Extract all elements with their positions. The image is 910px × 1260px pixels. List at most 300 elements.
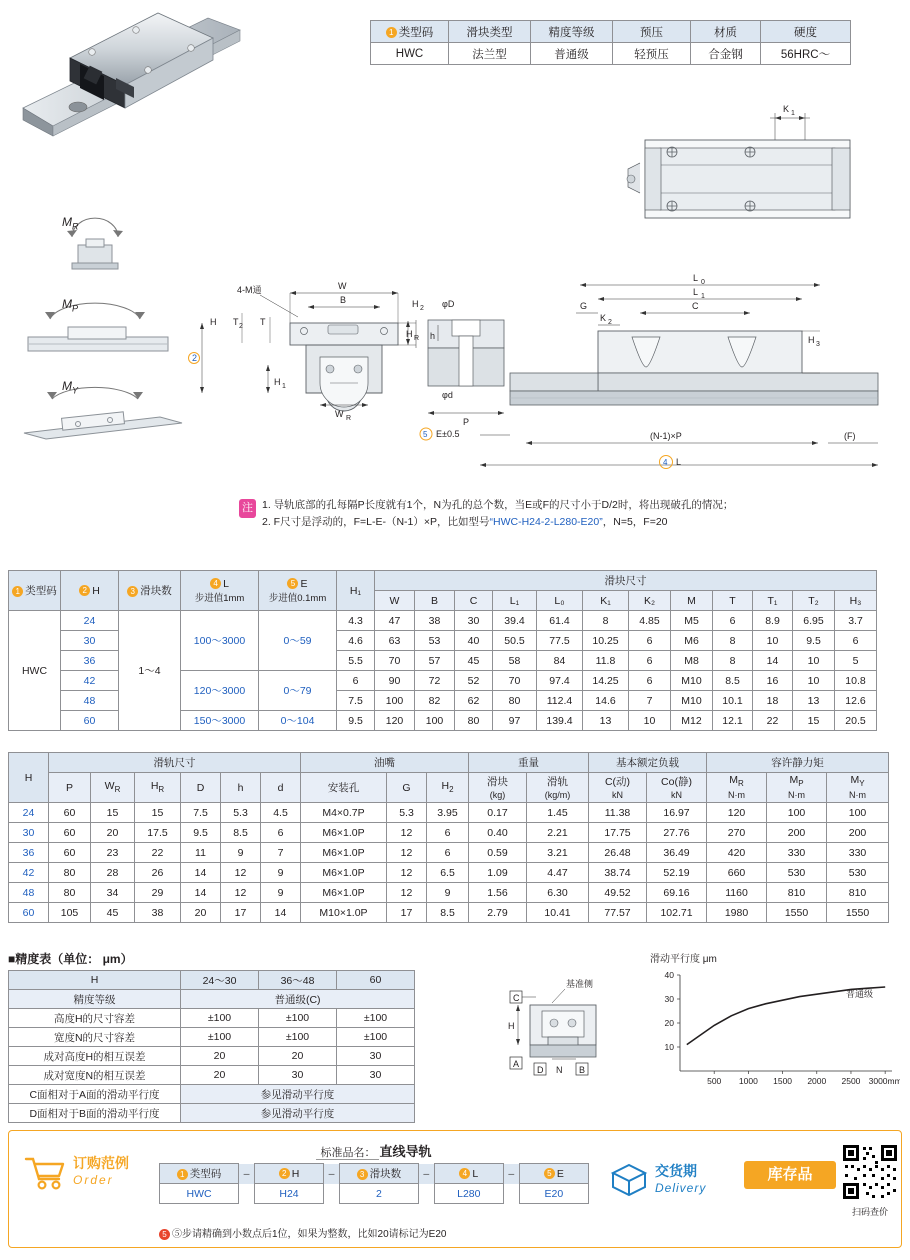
spec-value-grade: 普通级 — [531, 43, 613, 65]
table-row — [9, 971, 415, 990]
cell: 12 — [387, 883, 427, 903]
table-row: 1 类型码 滑块类型 精度等级 预压 材质 硬度 — [371, 21, 851, 43]
note-line-2-post: ，N=5，F=20 — [602, 515, 668, 528]
cell: M10 — [671, 671, 713, 691]
table-row — [9, 1009, 415, 1028]
table-row: 1 类型码 – 2 H – 3 滑块数 – 4 L – 5 E — [160, 1164, 589, 1184]
svg-text:30: 30 — [664, 994, 674, 1004]
spec-value-type: HWC — [371, 43, 449, 65]
spec-summary-table — [370, 20, 851, 65]
acc-grade-value: 普通级(C) — [181, 990, 415, 1009]
cell: 3.21 — [527, 843, 589, 863]
order-title-group — [23, 1153, 143, 1193]
cell: 24 — [9, 803, 49, 823]
dim-value-e: 0～59 — [259, 611, 337, 671]
cell: 3.7 — [835, 611, 877, 631]
note-line-1: 1. 导轨底部的孔每隔P长度就有1个，N为孔的总个数，当E或F的尺寸小于D/2时，将出现破孔的情况； — [262, 499, 734, 511]
dimension-table — [8, 570, 877, 731]
rail-col-mp: $M_P$ N·m — [767, 773, 827, 803]
table-row — [9, 883, 889, 903]
moment-label-m: M — [62, 215, 72, 229]
cell: 7.5 — [181, 803, 221, 823]
cell: 100 — [827, 803, 889, 823]
parallelism-chart — [650, 950, 900, 1095]
order-note-text: ⑤步请精确到小数点后1位，如果为整数，比如20请标记为E20 — [172, 1229, 447, 1240]
table-row — [9, 1085, 415, 1104]
order-field-label: 滑块数 — [369, 1168, 402, 1180]
svg-text:H: H — [412, 299, 419, 309]
cell: 120 — [375, 711, 415, 731]
cell: M10 — [671, 691, 713, 711]
cell: 80 — [49, 883, 91, 903]
cell: ±100 — [259, 1028, 337, 1047]
rail-col-d: D — [181, 773, 221, 803]
cell: 1160 — [707, 883, 767, 903]
cell: 40 — [455, 631, 493, 651]
table-row — [9, 611, 877, 631]
acc-range-2: 36～48 — [259, 971, 337, 990]
dim-col-k2: K₂ — [629, 591, 671, 611]
product-photo — [8, 8, 338, 153]
cell: 20.5 — [835, 711, 877, 731]
dimension-drawings — [180, 265, 895, 480]
svg-text:10: 10 — [664, 1042, 674, 1052]
svg-text:A: A — [513, 1059, 520, 1069]
acc-row-label: 成对高度H的相互误差 — [9, 1047, 181, 1066]
spec-header-type: 类型码 — [398, 26, 434, 39]
cell: 5.3 — [221, 803, 261, 823]
qr-code[interactable] — [841, 1143, 899, 1201]
order-field-label: 类型码 — [189, 1168, 222, 1180]
acc-row-label: D面相对于B面的滑动平行度 — [9, 1104, 181, 1123]
acc-row-label: 成对宽度N的相互误差 — [9, 1066, 181, 1085]
cell: 4.6 — [337, 631, 375, 651]
dim-value-e: 0～79 — [259, 671, 337, 711]
rail-col-dsmall: d — [261, 773, 301, 803]
cell: 0.40 — [469, 823, 527, 843]
cell: 10 — [793, 651, 835, 671]
table-row — [9, 990, 415, 1009]
cell: 105 — [49, 903, 91, 923]
cell: M10×1.0P — [301, 903, 387, 923]
rail-col-wr: $W_R$ — [91, 773, 135, 803]
cell: 8.5 — [427, 903, 469, 923]
cell: 70 — [375, 651, 415, 671]
cell: 61.4 — [537, 611, 583, 631]
cell: 9 — [261, 883, 301, 903]
svg-text:R: R — [346, 415, 352, 422]
cell: 53 — [415, 631, 455, 651]
rail-head-moment: 容许静力矩 — [707, 753, 889, 773]
cell: 12.1 — [713, 711, 753, 731]
note-pin-icon: 注 — [239, 499, 256, 518]
cell: 97.4 — [537, 671, 583, 691]
cell: 9.5 — [181, 823, 221, 843]
order-field-label: H — [291, 1167, 300, 1180]
cell: 22 — [135, 843, 181, 863]
svg-text:H: H — [210, 317, 217, 327]
cell: 6 — [835, 631, 877, 651]
cell: M6×1.0P — [301, 823, 387, 843]
svg-text:N: N — [556, 1065, 563, 1075]
rail-col-my: $M_Y$ N·m — [827, 773, 889, 803]
acc-row-merged: 参见滑动平行度 — [181, 1104, 415, 1123]
cell: 58 — [493, 651, 537, 671]
svg-text:1: 1 — [701, 293, 705, 300]
chart-title: 滑动平行度 μm — [650, 954, 717, 965]
cell: 60 — [49, 843, 91, 863]
table-row — [160, 1184, 589, 1204]
cell: 36 — [9, 843, 49, 863]
cell: 60 — [49, 803, 91, 823]
acc-head-h: H — [9, 971, 181, 990]
svg-text:2: 2 — [608, 319, 612, 326]
dim-head-h: H — [92, 584, 100, 597]
svg-text:2: 2 — [239, 323, 243, 330]
cell: 16.97 — [647, 803, 707, 823]
svg-text:B: B — [579, 1065, 586, 1075]
cell: 60 — [49, 823, 91, 843]
cell: 100 — [375, 691, 415, 711]
cell: 12 — [387, 863, 427, 883]
dim-head-l-sub: 步进值1mm — [194, 592, 245, 604]
moment-label-m: M — [62, 297, 72, 311]
cell: 36.49 — [647, 843, 707, 863]
cell: ±100 — [337, 1028, 415, 1047]
svg-text:T: T — [260, 317, 266, 327]
table-row — [371, 43, 851, 65]
top-view-drawing — [600, 85, 890, 245]
cell: 77.5 — [537, 631, 583, 651]
cell: 38.74 — [589, 863, 647, 883]
cell: 0.59 — [469, 843, 527, 863]
svg-text:3: 3 — [816, 341, 820, 348]
cell: M12 — [671, 711, 713, 731]
rail-spec-table — [8, 752, 889, 923]
svg-text:普通级: 普通级 — [846, 989, 874, 999]
cell: 10.8 — [835, 671, 877, 691]
table-row — [9, 753, 889, 773]
cell: M6×1.0P — [301, 863, 387, 883]
table-row — [9, 843, 889, 863]
cell: 26 — [135, 863, 181, 883]
svg-text:(F): (F) — [844, 431, 856, 441]
cell: 139.4 — [537, 711, 583, 731]
svg-text:L: L — [676, 457, 682, 467]
dim-value-l: 120～3000 — [181, 671, 259, 711]
dim-head-blocks: 滑块数 — [140, 585, 172, 597]
cell: 22 — [753, 711, 793, 731]
note-line-2-pre: 2. F尺寸是浮动的，F=L-E-（N-1）×P，比如型号 — [262, 515, 490, 528]
dim-value-e: 0～104 — [259, 711, 337, 731]
cell: 26.48 — [589, 843, 647, 863]
svg-text:K: K — [600, 313, 607, 323]
svg-text:4: 4 — [663, 458, 668, 467]
rail-col-weight-block: 滑块 (kg) — [469, 773, 527, 803]
cell: 5.3 — [387, 803, 427, 823]
cell: 810 — [767, 883, 827, 903]
cell: 9.5 — [793, 631, 835, 651]
rail-head-h: H — [9, 753, 49, 803]
cell: 80 — [49, 863, 91, 883]
spec-header-hardness: 硬度 — [761, 21, 851, 43]
rail-col-weight-rail: 滑轨 (kg/m) — [527, 773, 589, 803]
acc-row-merged: 参见滑动平行度 — [181, 1085, 415, 1104]
delivery-en: Delivery — [655, 1181, 707, 1195]
cell: 6 — [629, 671, 671, 691]
rail-col-co: Co(静) kN — [647, 773, 707, 803]
chart-canvas — [650, 967, 900, 1095]
acc-row-label: 高度H的尺寸容差 — [9, 1009, 181, 1028]
cell: 102.71 — [647, 903, 707, 923]
cell: 270 — [707, 823, 767, 843]
top-illustration-region — [0, 0, 910, 565]
cell: ±100 — [337, 1009, 415, 1028]
cell: M6×1.0P — [301, 843, 387, 863]
rail-col-g: G — [387, 773, 427, 803]
rail-head-nozzle: 油嘴 — [301, 753, 469, 773]
accuracy-title: ■精度表（单位： μm） — [8, 952, 133, 966]
std-name-label: 标准品名： — [316, 1147, 379, 1160]
svg-text:H: H — [274, 377, 281, 387]
cell: 4.47 — [527, 863, 589, 883]
cell: 6.30 — [527, 883, 589, 903]
cell: 34 — [91, 883, 135, 903]
cell: 6 — [713, 611, 753, 631]
dim-head-l: L — [223, 577, 229, 590]
dim-head-blockdims: 滑块尺寸 — [375, 571, 877, 591]
cell: 45 — [91, 903, 135, 923]
cell: 30 — [337, 1047, 415, 1066]
svg-text:φD: φD — [442, 299, 455, 309]
dim-head-e-sub: 步进值0.1mm — [268, 592, 327, 604]
cell: 8 — [713, 631, 753, 651]
svg-text:2: 2 — [192, 353, 198, 363]
order-field-label: E — [556, 1167, 564, 1180]
cell: ±100 — [181, 1028, 259, 1047]
svg-text:1000: 1000 — [738, 1076, 758, 1086]
cell: M8 — [671, 651, 713, 671]
table-row — [9, 803, 889, 823]
cell: 16 — [753, 671, 793, 691]
spec-value-hardness: 56HRC～ — [761, 43, 851, 65]
svg-text:H: H — [808, 335, 815, 345]
svg-text:0: 0 — [701, 279, 705, 286]
cell: 8 — [713, 651, 753, 671]
cell: 23 — [91, 843, 135, 863]
cell: 17 — [387, 903, 427, 923]
acc-row-label: C面相对于A面的滑动平行度 — [9, 1085, 181, 1104]
dim-value-l: 150～3000 — [181, 711, 259, 731]
dim-col-b: B — [415, 591, 455, 611]
dim-value-h: 60 — [61, 711, 119, 731]
cell: 39.4 — [493, 611, 537, 631]
svg-text:P: P — [463, 417, 470, 427]
cell: 6 — [261, 823, 301, 843]
cell: 49.52 — [589, 883, 647, 903]
cell: 15 — [91, 803, 135, 823]
cell: 18 — [753, 691, 793, 711]
order-title-cn: 订购范例 — [73, 1155, 129, 1171]
cell: 30 — [337, 1066, 415, 1085]
svg-text:1500: 1500 — [773, 1076, 793, 1086]
svg-text:h: h — [430, 331, 436, 341]
cell: 11 — [181, 843, 221, 863]
cell: 8.5 — [713, 671, 753, 691]
dim-col-k1: K₁ — [583, 591, 629, 611]
cell: 27.76 — [647, 823, 707, 843]
cell: 70 — [493, 671, 537, 691]
rail-col-h2: $H_2$ — [427, 773, 469, 803]
cell: 15 — [793, 711, 835, 731]
svg-text:L: L — [693, 273, 699, 283]
cell: 330 — [827, 843, 889, 863]
order-title-en: Order — [73, 1173, 114, 1187]
cell: 14 — [181, 863, 221, 883]
table-row: 1 类型码 2 H 3 滑块数 4 L 步进值1mm 5 E 步进值0.1mm H₁ 滑块尺寸 — [9, 571, 877, 591]
svg-text:C: C — [692, 301, 699, 311]
cell: 100 — [415, 711, 455, 731]
cell: 57 — [415, 651, 455, 671]
delivery-box-icon — [609, 1161, 649, 1199]
cell: 6 — [427, 823, 469, 843]
cell: 17.5 — [135, 823, 181, 843]
cell: 62 — [455, 691, 493, 711]
cell: 200 — [827, 823, 889, 843]
cell: 11.8 — [583, 651, 629, 671]
cell: ±100 — [181, 1009, 259, 1028]
cell: 1550 — [767, 903, 827, 923]
dim-value-blocks: 1～4 — [119, 611, 181, 731]
cell: 8 — [583, 611, 629, 631]
cell: 45 — [455, 651, 493, 671]
cell: 10 — [793, 671, 835, 691]
cell: 38 — [415, 611, 455, 631]
order-note — [159, 1225, 446, 1240]
cell: 12 — [221, 883, 261, 903]
dim-head-e: E — [300, 577, 308, 590]
cell: 6.5 — [427, 863, 469, 883]
svg-text:C: C — [513, 993, 520, 1003]
cell: 810 — [827, 883, 889, 903]
spec-header-blocktype: 滑块类型 — [449, 21, 531, 43]
cell: 1550 — [827, 903, 889, 923]
svg-text:L: L — [693, 287, 699, 297]
acc-range-3: 60 — [337, 971, 415, 990]
dim-col-l0: L₀ — [537, 591, 583, 611]
cell: 2.79 — [469, 903, 527, 923]
cell: 1.45 — [527, 803, 589, 823]
svg-text:40: 40 — [664, 970, 674, 980]
dim-col-m: M — [671, 591, 713, 611]
table-row — [9, 823, 889, 843]
acc-grade-label: 精度等级 — [9, 990, 181, 1009]
svg-text:H: H — [508, 1021, 515, 1031]
rail-col-mr: $M_R$ N·m — [707, 773, 767, 803]
dim-value-h: 36 — [61, 651, 119, 671]
cell: 8.5 — [221, 823, 261, 843]
cell: 60 — [9, 903, 49, 923]
cell: 14 — [261, 903, 301, 923]
cell: 12.6 — [835, 691, 877, 711]
cell: 100 — [767, 803, 827, 823]
cell: 9 — [221, 843, 261, 863]
cell: 3.95 — [427, 803, 469, 823]
cell: M4×0.7P — [301, 803, 387, 823]
order-code-builder — [159, 1141, 589, 1204]
cell: 52.19 — [647, 863, 707, 883]
cell: 12 — [221, 863, 261, 883]
dim-head-h1: H₁ — [337, 571, 375, 611]
order-field-value: H24 — [254, 1184, 323, 1204]
dim-value-h: 30 — [61, 631, 119, 651]
cell: 9 — [427, 883, 469, 903]
cell: 9 — [261, 863, 301, 883]
rail-head-load: 基本额定负载 — [589, 753, 707, 773]
order-field-value: 2 — [339, 1184, 418, 1204]
cell: 330 — [767, 843, 827, 863]
order-field-value: E20 — [519, 1184, 588, 1204]
cell: M6 — [671, 631, 713, 651]
svg-text:E±0.5: E±0.5 — [436, 429, 460, 439]
svg-text:2500: 2500 — [841, 1076, 861, 1086]
qr-label: 扫码查价 — [851, 1207, 888, 1217]
rail-head-raildims: 滑轨尺寸 — [49, 753, 301, 773]
cell: 8.9 — [753, 611, 793, 631]
dim-col-l1: L₁ — [493, 591, 537, 611]
cell: 50.5 — [493, 631, 537, 651]
svg-text:4-M通: 4-M通 — [237, 285, 262, 295]
table-row — [9, 903, 889, 923]
cell: 52 — [455, 671, 493, 691]
cell: 14 — [181, 883, 221, 903]
dim-col-t1: T₁ — [753, 591, 793, 611]
svg-text:1: 1 — [282, 383, 286, 390]
cell: 1.56 — [469, 883, 527, 903]
cell: 200 — [767, 823, 827, 843]
cell: 4.5 — [261, 803, 301, 823]
acc-range-1: 24～30 — [181, 971, 259, 990]
rail-col-p: P — [49, 773, 91, 803]
svg-text:5: 5 — [423, 430, 428, 439]
table-row — [9, 1104, 415, 1123]
cell: 90 — [375, 671, 415, 691]
cell: 4.85 — [629, 611, 671, 631]
accuracy-reference-drawing — [490, 975, 650, 1095]
dim-col-h3: H₃ — [835, 591, 877, 611]
spec-header-grade: 精度等级 — [531, 21, 613, 43]
cell: 7.5 — [337, 691, 375, 711]
cell: 6 — [427, 843, 469, 863]
cell: 4.3 — [337, 611, 375, 631]
cell: 47 — [375, 611, 415, 631]
cell: 30 — [259, 1066, 337, 1085]
cell: 530 — [767, 863, 827, 883]
cell: 69.16 — [647, 883, 707, 903]
svg-text:φd: φd — [442, 390, 453, 400]
cell: 72 — [415, 671, 455, 691]
spec-header-preload: 预压 — [613, 21, 691, 43]
cell: 84 — [537, 651, 583, 671]
spec-header-material: 材质 — [691, 21, 761, 43]
cell: 13 — [793, 691, 835, 711]
table-row — [9, 863, 889, 883]
cell: ±100 — [259, 1009, 337, 1028]
cell: 77.57 — [589, 903, 647, 923]
spec-value-material: 合金钢 — [691, 43, 761, 65]
dim-value-l: 100～3000 — [181, 611, 259, 671]
dim-value-h: 48 — [61, 691, 119, 711]
